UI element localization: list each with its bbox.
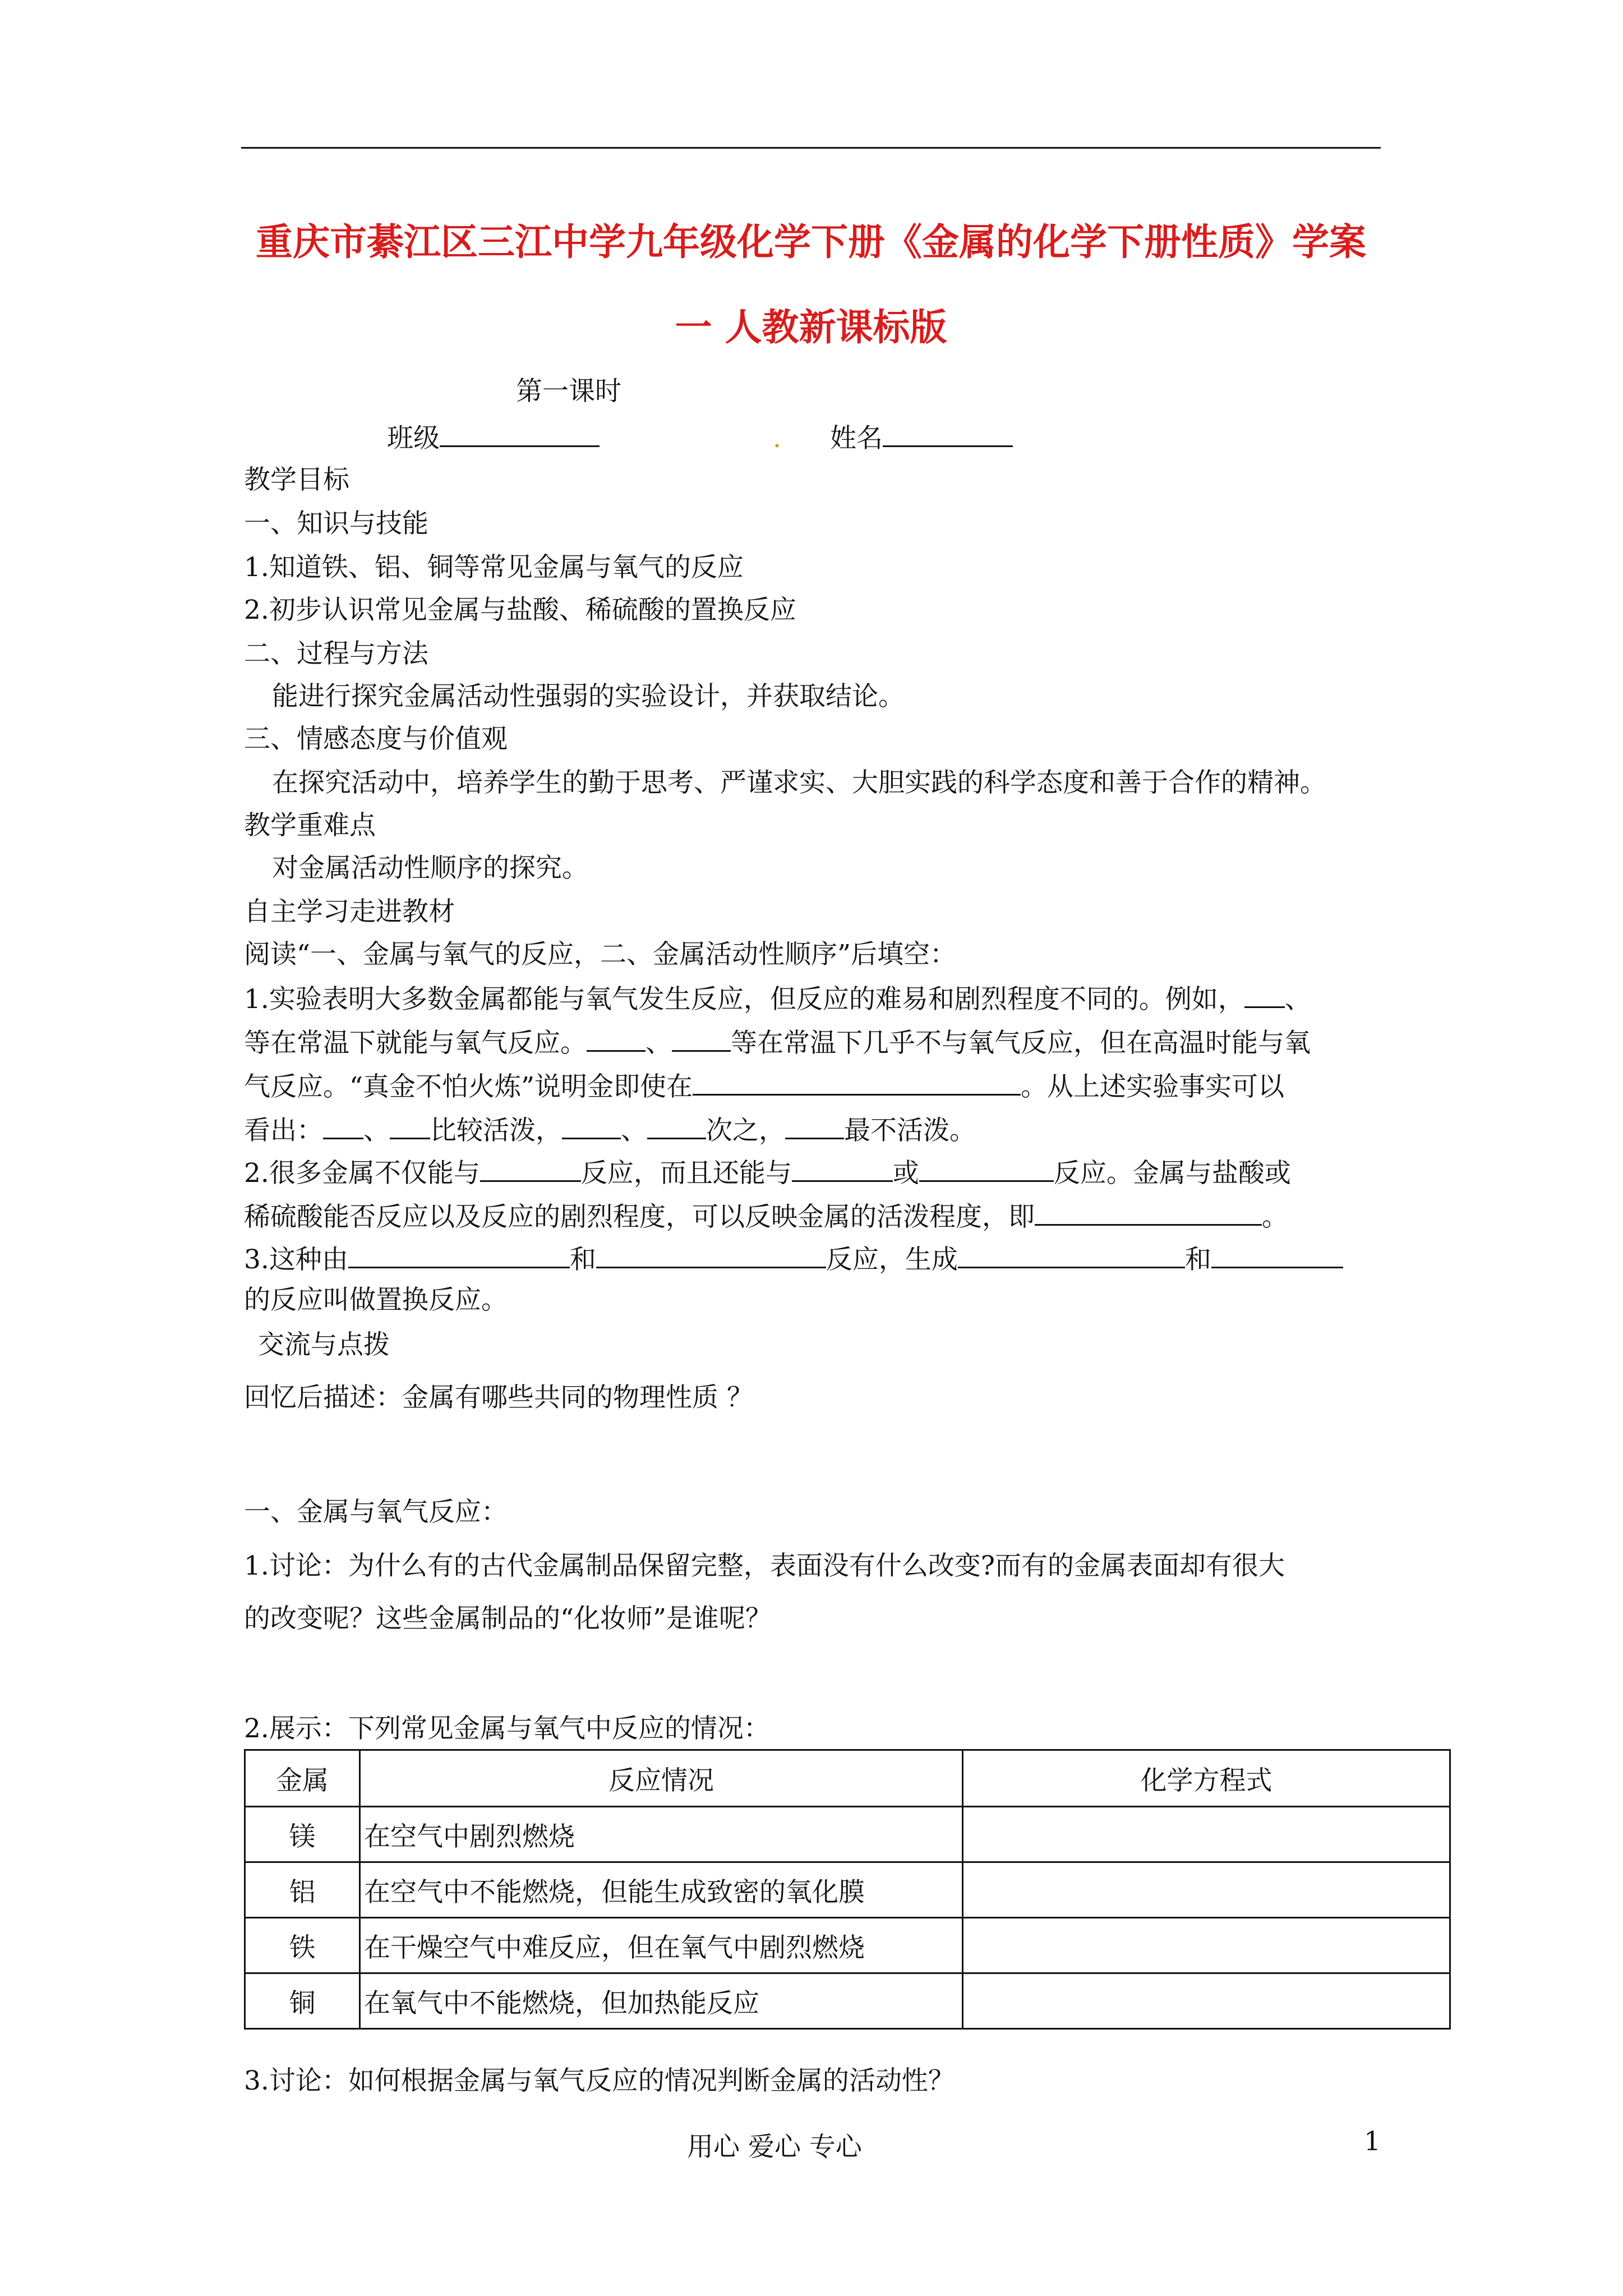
emotion-item: 在探究活动中，培养学生的勤于思考、严谨求实、大胆实践的科学态度和善于合作的精神。: [272, 767, 1326, 798]
q3-text-a1: 3.这种由: [244, 1244, 348, 1275]
q2-line-1: [244, 1154, 1291, 1190]
knowledge-item-2: 2.初步认识常见金属与盐酸、稀硫酸的置换反应: [244, 595, 796, 625]
q3-blank-4[interactable]: [1211, 1241, 1343, 1268]
process-heading: 二、过程与方法: [244, 638, 428, 669]
table-row: [245, 1862, 1450, 1918]
header-rule: [241, 147, 1381, 149]
q1-blank-6[interactable]: [390, 1112, 430, 1139]
q2-text-b2: 。: [1262, 1202, 1288, 1232]
q1-text-d5: 次之，: [706, 1115, 785, 1146]
q1-text-d2: 、: [363, 1115, 390, 1146]
metal-cell: 铝: [245, 1862, 360, 1918]
equation-cell[interactable]: [963, 1862, 1450, 1918]
keypoints-item: 对金属活动性顺序的探究。: [272, 853, 588, 884]
knowledge-item-1: 1.知道铁、铝、铜等常见金属与氧气的反应: [244, 552, 744, 583]
q1-line-2: [244, 1024, 1311, 1060]
discussion-1-line-1: 1.讨论：为什么有的古代金属制品保留完整，表面没有什么改变?而有的金属表面却有很大: [244, 1550, 1285, 1581]
q2-text-a3: 或: [892, 1158, 919, 1189]
reaction-cell: 在空气中不能燃烧，但能生成致密的氧化膜: [360, 1862, 963, 1918]
stray-dot: .: [773, 423, 781, 454]
metal-cell: 镁: [245, 1807, 360, 1862]
objectives-heading: 教学目标: [244, 464, 349, 495]
metal-oxygen-table: [244, 1749, 1451, 2030]
table-header-row: [245, 1750, 1450, 1807]
q1-text-d6: 最不活泼。: [844, 1115, 976, 1146]
class-label: 班级: [387, 423, 440, 454]
q2-text-a1: 2.很多金属不仅能与: [244, 1158, 480, 1189]
recall-question: 回忆后描述：金属有哪些共同的物理性质 ？: [244, 1382, 753, 1413]
q3-text-a3: 反应，生成: [826, 1244, 958, 1275]
reaction-cell: 在干燥空气中难反应，但在氧气中剧烈燃烧: [360, 1918, 963, 1973]
title-line-2: 一 人教新课标版: [675, 306, 947, 349]
reaction-cell: 在氧气中不能燃烧，但加热能反应: [360, 1973, 963, 2029]
q1-blank-2[interactable]: [587, 1024, 645, 1052]
discussion-1-line-2: 的改变呢？这些金属制品的“化妆师”是谁呢？: [244, 1603, 772, 1634]
emotion-heading: 三、情感态度与价值观: [244, 724, 508, 754]
q2-text-a2: 反应，而且还能与: [580, 1158, 792, 1189]
equation-cell[interactable]: [963, 1973, 1450, 2029]
q2-blank-2[interactable]: [792, 1154, 893, 1182]
oxygen-heading: 一、金属与氧气反应：: [244, 1497, 508, 1527]
q1-text-c2: 。从上述实验事实可以: [1021, 1071, 1285, 1102]
knowledge-heading: 一、知识与技能: [244, 508, 428, 539]
q3-blank-2[interactable]: [596, 1241, 826, 1268]
q3-text-a2: 和: [569, 1244, 596, 1275]
q2-text-b1: 稀硫酸能否反应以及反应的剧烈程度，可以反映金属的活泼程度，即: [244, 1202, 1035, 1232]
name-label: 姓名: [830, 423, 883, 454]
header-metal: 金属: [245, 1750, 360, 1807]
q1-text-a-end: 、: [1284, 984, 1311, 1015]
q2-blank-4[interactable]: [1035, 1198, 1262, 1226]
header-equation: 化学方程式: [963, 1750, 1450, 1807]
footer-motto: 用心 爱心 专心: [687, 2132, 862, 2162]
q3-blank-1[interactable]: [348, 1241, 570, 1268]
q1-text-b2: 、: [645, 1028, 672, 1059]
title-line-1: 重庆市綦江区三江中学九年级化学下册《金属的化学下册性质》学案: [256, 220, 1366, 264]
reading-instruction: 阅读“一、金属与氧气的反应，二、金属活动性顺序”后填空：: [244, 939, 957, 970]
q1-text-d1: 看出：: [244, 1115, 323, 1146]
q3-blank-3[interactable]: [958, 1241, 1185, 1268]
q1-line-4: [244, 1112, 976, 1148]
q1-blank-8[interactable]: [647, 1112, 706, 1139]
name-blank[interactable]: [883, 420, 1013, 447]
exchange-heading: 交流与点拨: [258, 1329, 390, 1360]
q1-text-d3: 比较活泼，: [430, 1115, 562, 1146]
class-blank[interactable]: [440, 420, 600, 447]
page-number: 1: [1364, 2126, 1381, 2157]
q2-blank-3[interactable]: [919, 1154, 1054, 1182]
q2-line-2: [244, 1198, 1288, 1234]
q2-text-a4: 反应。金属与盐酸或: [1053, 1158, 1291, 1189]
metal-cell: 铜: [245, 1973, 360, 2029]
q1-blank-4[interactable]: [693, 1068, 1021, 1096]
table-row: [245, 1918, 1450, 1973]
table-row: [245, 1807, 1450, 1862]
display-2: 2.展示：下列常见金属与氧气中反应的情况：: [244, 1713, 770, 1744]
q1-text-a: 1.实验表明大多数金属都能与氧气发生反应，但反应的难易和剧烈程度不同的。例如，: [244, 984, 1244, 1015]
lesson-label: 第一课时: [516, 376, 621, 407]
q1-line-3: [244, 1068, 1284, 1104]
name-field: [830, 420, 1013, 455]
q1-text-b1: 等在常温下就能与氧气反应。: [244, 1028, 587, 1059]
header-reaction: 反应情况: [360, 1750, 963, 1807]
equation-cell[interactable]: [963, 1918, 1450, 1973]
class-field: [387, 420, 600, 455]
metal-cell: 铁: [245, 1918, 360, 1973]
keypoints-heading: 教学重难点: [244, 810, 376, 841]
q3-text-a4: 和: [1184, 1244, 1211, 1275]
q2-blank-1[interactable]: [480, 1154, 581, 1182]
q1-line-1: [244, 981, 1311, 1016]
q1-blank-7[interactable]: [562, 1112, 621, 1139]
process-item: 能进行探究金属活动性强弱的实验设计，并获取结论。: [272, 681, 905, 712]
q1-text-d4: 、: [621, 1115, 647, 1146]
reaction-cell: 在空气中剧烈燃烧: [360, 1807, 963, 1862]
q1-blank-9[interactable]: [785, 1112, 844, 1139]
self-study-heading: 自主学习走进教材: [244, 896, 455, 927]
discussion-3: 3.讨论：如何根据金属与氧气反应的情况判断金属的活动性？: [244, 2065, 955, 2096]
table-row: [245, 1973, 1450, 2029]
q1-text-c1: 气反应。“真金不怕火炼”说明金即使在: [244, 1071, 693, 1102]
q1-text-b3: 等在常温下几乎不与氧气反应，但在高温时能与氧: [731, 1028, 1311, 1059]
q1-blank-3[interactable]: [672, 1024, 731, 1052]
q3-line-1: [244, 1241, 1343, 1277]
q1-blank-5[interactable]: [323, 1112, 363, 1139]
q3-line-2: 的反应叫做置换反应。: [244, 1285, 508, 1315]
q1-blank-1[interactable]: [1244, 981, 1285, 1008]
equation-cell[interactable]: [963, 1807, 1450, 1862]
